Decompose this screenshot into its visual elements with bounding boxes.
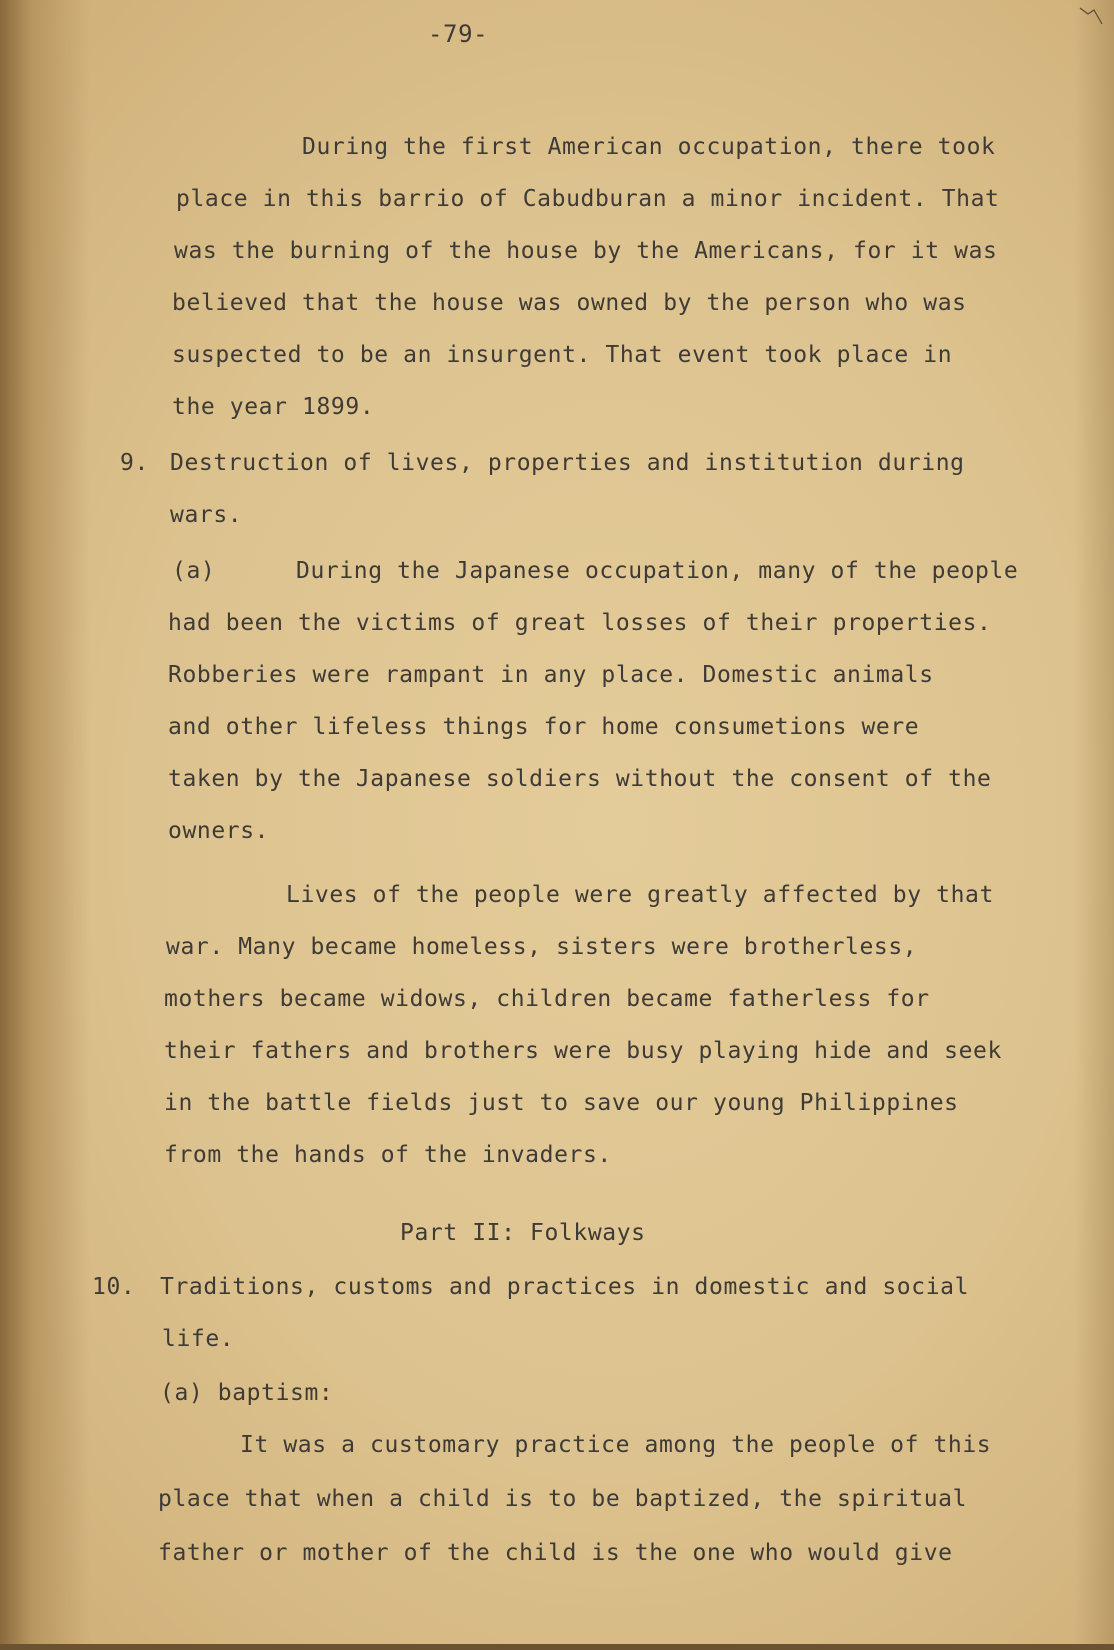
paragraph-line: war. Many became homeless, sisters were brotherless, [166,934,918,960]
paragraph-line: father or mother of the child is the one who would give [158,1540,953,1566]
page-number: -79- [428,20,489,48]
section-heading: Part II: Folkways [400,1220,646,1246]
paragraph-line: suspected to be an insurgent. That event took place in [172,342,953,368]
paragraph-line: had been the victims of great losses of their properties. [168,610,992,636]
paragraph-line: the year 1899. [172,394,375,420]
page-edge-shadow [1074,0,1114,1650]
paragraph-line: place in this barrio of Cabudburan a minor incident. That [176,186,1000,212]
item-heading-line: Traditions, customs and practices in domestic and social [160,1274,970,1300]
page-binding-shadow [0,0,90,1650]
item-number: 9. [120,450,149,476]
paragraph-line: from the hands of the invaders. [164,1142,612,1168]
paragraph-line: Lives of the people were greatly affected by that [286,882,994,908]
item-heading-line: life. [162,1326,235,1352]
item-number: 10. [92,1274,136,1300]
paragraph-line: and other lifeless things for home consumetions were [168,714,920,740]
paragraph-line: mothers became widows, children became fatherless for [164,986,930,1012]
paragraph-line: It was a customary practice among the people of this [240,1432,992,1458]
paragraph-line: During the first American occupation, there took [302,134,996,160]
paragraph-line: their fathers and brothers were busy playing hide and seek [164,1038,1002,1064]
corner-tear-mark [1076,4,1106,30]
paragraph-line: Robberies were rampant in any place. Domestic animals [168,662,934,688]
paragraph-line: taken by the Japanese soldiers without the consent of the [168,766,992,792]
page-bottom-edge [0,1644,1114,1650]
item-heading-line: Destruction of lives, properties and institution during [170,450,965,476]
paragraph-line: place that when a child is to be baptized, the spiritual [158,1486,968,1512]
paragraph-line: owners. [168,818,270,844]
paragraph-line: was the burning of the house by the Americans, for it was [174,238,998,264]
paragraph-line: During the Japanese occupation, many of the people [296,558,1019,584]
paragraph-line: believed that the house was owned by the person who was [172,290,967,316]
item-heading-line: wars. [170,502,243,528]
paragraph-line: in the battle fields just to save our young Philippines [164,1090,959,1116]
sub-item-heading: (a) baptism: [160,1380,334,1406]
sub-item-label: (a) [172,558,216,584]
